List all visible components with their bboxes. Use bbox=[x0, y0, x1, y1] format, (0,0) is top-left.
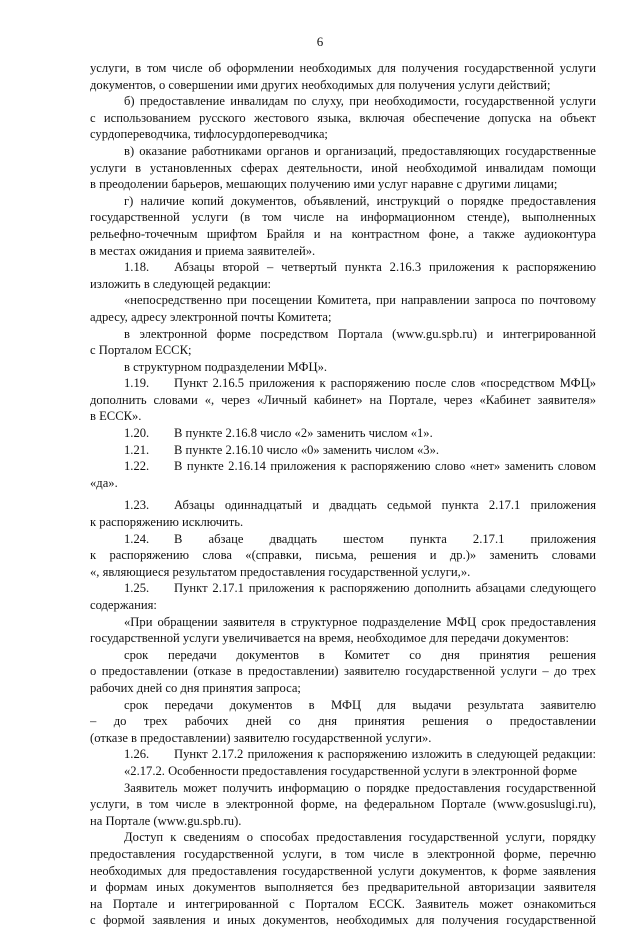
text-line: в структурном подразделении МФЦ». bbox=[124, 359, 328, 374]
text-line: документов, о совершении ими других необходимых для получения услуги действий; bbox=[90, 77, 551, 92]
text-line: на Портале (www.gu.spb.ru). bbox=[90, 813, 242, 828]
text-line: г) наличие копий документов, объявлений, инструкций о порядке предоставления bbox=[124, 193, 596, 208]
text-line: услуги в установленных сферах деятельности, иной необходимой инвалидам помощи bbox=[90, 160, 596, 175]
text-line: содержания: bbox=[90, 598, 157, 612]
text-line: государственной услуги увеличивается на время, необходимое для передачи документов: bbox=[90, 631, 569, 646]
text-line: (отказе в предоставлении) заявителю государственной услуги». bbox=[90, 730, 432, 745]
text-line: Доступ к сведениям о способах предоставления государственной услуги, порядку bbox=[124, 830, 596, 845]
item-1-22 bbox=[90, 458, 596, 475]
item-number: 1.26. bbox=[124, 747, 150, 762]
text-line: к распоряжению исключить. bbox=[90, 515, 244, 530]
text-line: с Порталом ЕССК; bbox=[90, 343, 192, 358]
text-line: услуги, в том числе об оформлении необходимых для получения государственной услуги bbox=[90, 61, 596, 75]
item-text: Пункт 2.17.1 приложения к распоряжению дополнить абзацами следующего bbox=[174, 581, 596, 596]
text-line: в местах ожидания и приема заявителей». bbox=[90, 243, 316, 258]
text-line: с формой заявления и иных документов, необходимых для получения государственной bbox=[90, 913, 596, 928]
item-number: 1.21. bbox=[124, 442, 150, 457]
item-1-18 bbox=[90, 259, 596, 276]
text-line: «да». bbox=[90, 475, 118, 490]
text-line: к распоряжению слова «(справки, письма, решения и др.)» заменить словами bbox=[90, 548, 596, 563]
text-line: «непосредственно при посещении Комитета, при направлении запроса по почтовому bbox=[124, 293, 596, 308]
text-line: о предоставлении (отказе в предоставлении) заявителю государственной услуги – до трех bbox=[90, 664, 596, 679]
item-1-26 bbox=[90, 746, 596, 763]
document-body bbox=[90, 60, 596, 929]
section-heading: «2.17.2. Особенности предоставления государственной услуги в электронной форме bbox=[124, 763, 577, 778]
item-number: 1.23. bbox=[124, 498, 150, 513]
text-line: в электронной форме посредством Портала (www.gu.spb.ru) и интегрированной bbox=[124, 326, 596, 341]
item-number: 1.24. bbox=[124, 531, 150, 546]
item-text: В пункте 2.16.14 приложения к распоряжению слово «нет» заменить словом bbox=[174, 459, 596, 474]
item-1-25 bbox=[90, 580, 596, 597]
text-line: и формам иных документов выполняется без предварительной авторизации заявителя bbox=[90, 880, 596, 895]
text-line: с использованием русского жестового языка, включая обеспечение допуска на объект bbox=[90, 110, 596, 125]
text-line: рельефно-точечным шрифтом Брайля и на контрастном фоне, а также аудиоконтура bbox=[90, 226, 596, 241]
item-text: В пункте 2.16.10 число «0» заменить числом «3». bbox=[174, 442, 440, 457]
item-number: 1.25. bbox=[124, 581, 150, 596]
text-line: «При обращении заявителя в структурное подразделение МФЦ срок предоставления bbox=[124, 614, 596, 629]
item-number: 1.19. bbox=[124, 376, 150, 391]
text-line: – до трех рабочих дней со дня принятия решения о предоставлении bbox=[90, 714, 596, 729]
page-number: 6 bbox=[316, 34, 324, 49]
item-1-19 bbox=[90, 375, 596, 392]
text-line: б) предоставление инвалидам по слуху, при необходимости, государственной услуги bbox=[124, 94, 596, 109]
text-line: необходимых для предоставления государственной услуги документов, к форме заявления bbox=[90, 863, 596, 878]
text-line: адресу, адресу электронной почты Комитета; bbox=[90, 309, 332, 324]
item-text: Абзацы одиннадцатый и двадцать седьмой пункта 2.17.1 приложения bbox=[174, 498, 596, 513]
text-line: предоставления государственной услуги, в том числе в электронной форме, перечню bbox=[90, 846, 596, 861]
text-line: в) оказание работниками органов и организаций, предоставляющих государственные bbox=[124, 143, 596, 158]
text-line: рабочих дней со дня принятия запроса; bbox=[90, 680, 301, 695]
text-line: в ЕССК». bbox=[90, 409, 142, 424]
item-number: 1.20. bbox=[124, 426, 150, 441]
text-line: государственной услуги (в том числе на информационном стенде), выполненных bbox=[90, 210, 596, 225]
item-text: Пункт 2.16.5 приложения к распоряжению после слов «посредством МФЦ» bbox=[174, 376, 596, 391]
text-line: «, являющиеся результатом предоставления государственной услуги,». bbox=[90, 564, 471, 579]
item-text: В пункте 2.16.8 число «2» заменить числом «1». bbox=[174, 426, 433, 441]
text-line: на Портале и интегрированной с Порталом ЕССК. Заявитель может ознакомиться bbox=[90, 896, 596, 911]
text-line: услуги, в том числе в электронной форме, на федеральном Портале (www.gosuslugi.ru), bbox=[90, 797, 596, 812]
text-line: в преодолении барьеров, мешающих получению ими услуг наравне с другими лицами; bbox=[90, 177, 558, 192]
text-line: срок передачи документов в Комитет со дня принятия решения bbox=[124, 647, 596, 662]
item-number: 1.22. bbox=[124, 459, 150, 474]
item-1-24 bbox=[90, 531, 596, 548]
text-line: Заявитель может получить информацию о порядке предоставления государственной bbox=[124, 780, 596, 795]
item-text: Абзацы второй – четвертый пункта 2.16.3 приложения к распоряжению bbox=[174, 260, 596, 275]
item-text: В абзаце двадцать шестом пункта 2.17.1 приложения bbox=[174, 531, 596, 546]
text-line: изложить в следующей редакции: bbox=[90, 276, 272, 291]
item-number: 1.18. bbox=[124, 260, 150, 275]
text-line: сурдопереводчика, тифлосурдопереводчика; bbox=[90, 127, 328, 142]
item-text: Пункт 2.17.2 приложения к распоряжению изложить в следующей редакции: bbox=[174, 747, 596, 762]
text-line: дополнить словами «, через «Личный кабинет» на Портале, через «Кабинет заявителя» bbox=[90, 392, 596, 407]
item-1-21 bbox=[90, 442, 596, 459]
item-1-20 bbox=[90, 425, 596, 442]
item-1-23 bbox=[90, 497, 596, 514]
text-line: срок передачи документов в МФЦ для выдачи результата заявителю bbox=[124, 697, 596, 712]
